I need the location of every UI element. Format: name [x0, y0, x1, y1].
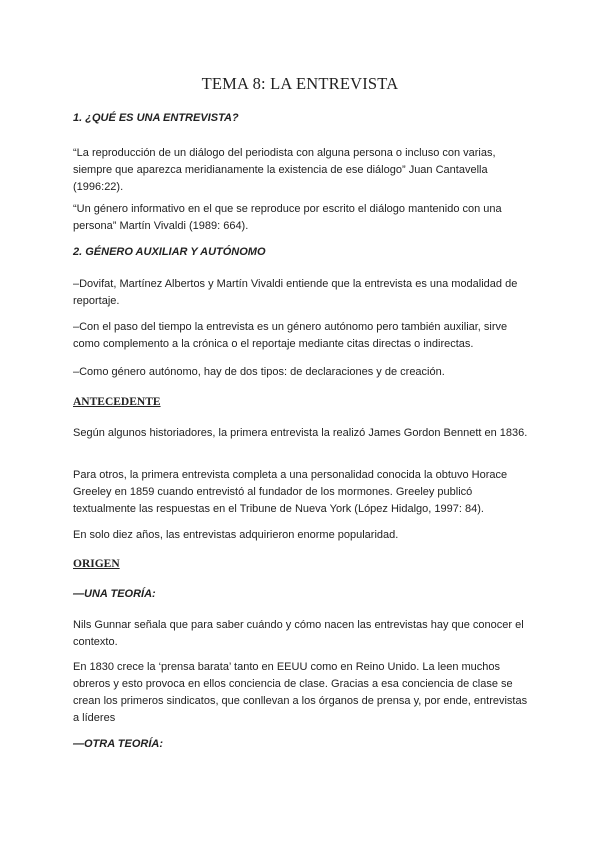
section-heading-origen: ORIGEN	[73, 558, 120, 570]
theory-heading-2: —OTRA TEORÍA:	[73, 738, 164, 750]
genero-item-1: –Dovifat, Martínez Albertos y Martín Vivaldi entiende que la entrevista es una modalidad de reportaje.	[73, 278, 518, 307]
section-heading-genero: 2. GÉNERO AUXILIAR Y AUTÓNOMO	[73, 246, 266, 258]
section-heading-antecedente: ANTECEDENTE	[73, 396, 161, 408]
genero-item-2: –Con el paso del tiempo la entrevista es un género autónomo pero también auxiliar, sirve como complemento a la crónica o el reportaje mediante citas directas o indirectas.	[73, 321, 508, 350]
origen-para-1: Nils Gunnar señala que para saber cuándo y cómo nacen las entrevistas hay que conocer el contexto.	[73, 619, 524, 648]
section-heading-que-es: 1. ¿QUÉ ES UNA ENTREVISTA?	[73, 112, 239, 124]
genero-item-3: –Como género autónomo, hay de dos tipos: de declaraciones y de creación.	[73, 366, 445, 378]
antecedente-para-1: Según algunos historiadores, la primera entrevista la realizó James Gordon Bennett en 1836.	[73, 427, 528, 439]
definition-cantavella: “La reproducción de un diálogo del periodista con alguna persona o incluso con varias, siempre que aparezca meridianamente la existencia de ese diálogo” Juan Cantavella (1996:22).	[73, 147, 496, 193]
antecedente-para-2: Para otros, la primera entrevista completa a una personalidad conocida la obtuvo Horace Greeley en 1859 cuando entrevistó al fundador de los mormones. Greeley publicó textualmente las respuestas en el Tribune de Nueva York (López Hidalgo, 1997: 84).	[73, 469, 508, 515]
antecedente-para-3: En solo diez años, las entrevistas adquirieron enorme popularidad.	[73, 529, 399, 541]
origen-para-2: En 1830 crece la ‘prensa barata’ tanto en EEUU como en Reino Unido. La leen muchos obreros y esto provoca en ellos conciencia de clase. Gracias a esa conciencia de clase se crean los primeros sindicatos, que conllevan a los órganos de prensa y, por ende, entrevistas a líderes	[73, 661, 528, 724]
theory-heading-1: —UNA TEORÍA:	[73, 588, 156, 600]
definition-vivaldi: “Un género informativo en el que se reproduce por escrito el diálogo mantenido con una persona” Martín Vivaldi (1989: 664).	[73, 203, 502, 232]
page-title: TEMA 8: LA ENTREVISTA	[201, 74, 399, 93]
